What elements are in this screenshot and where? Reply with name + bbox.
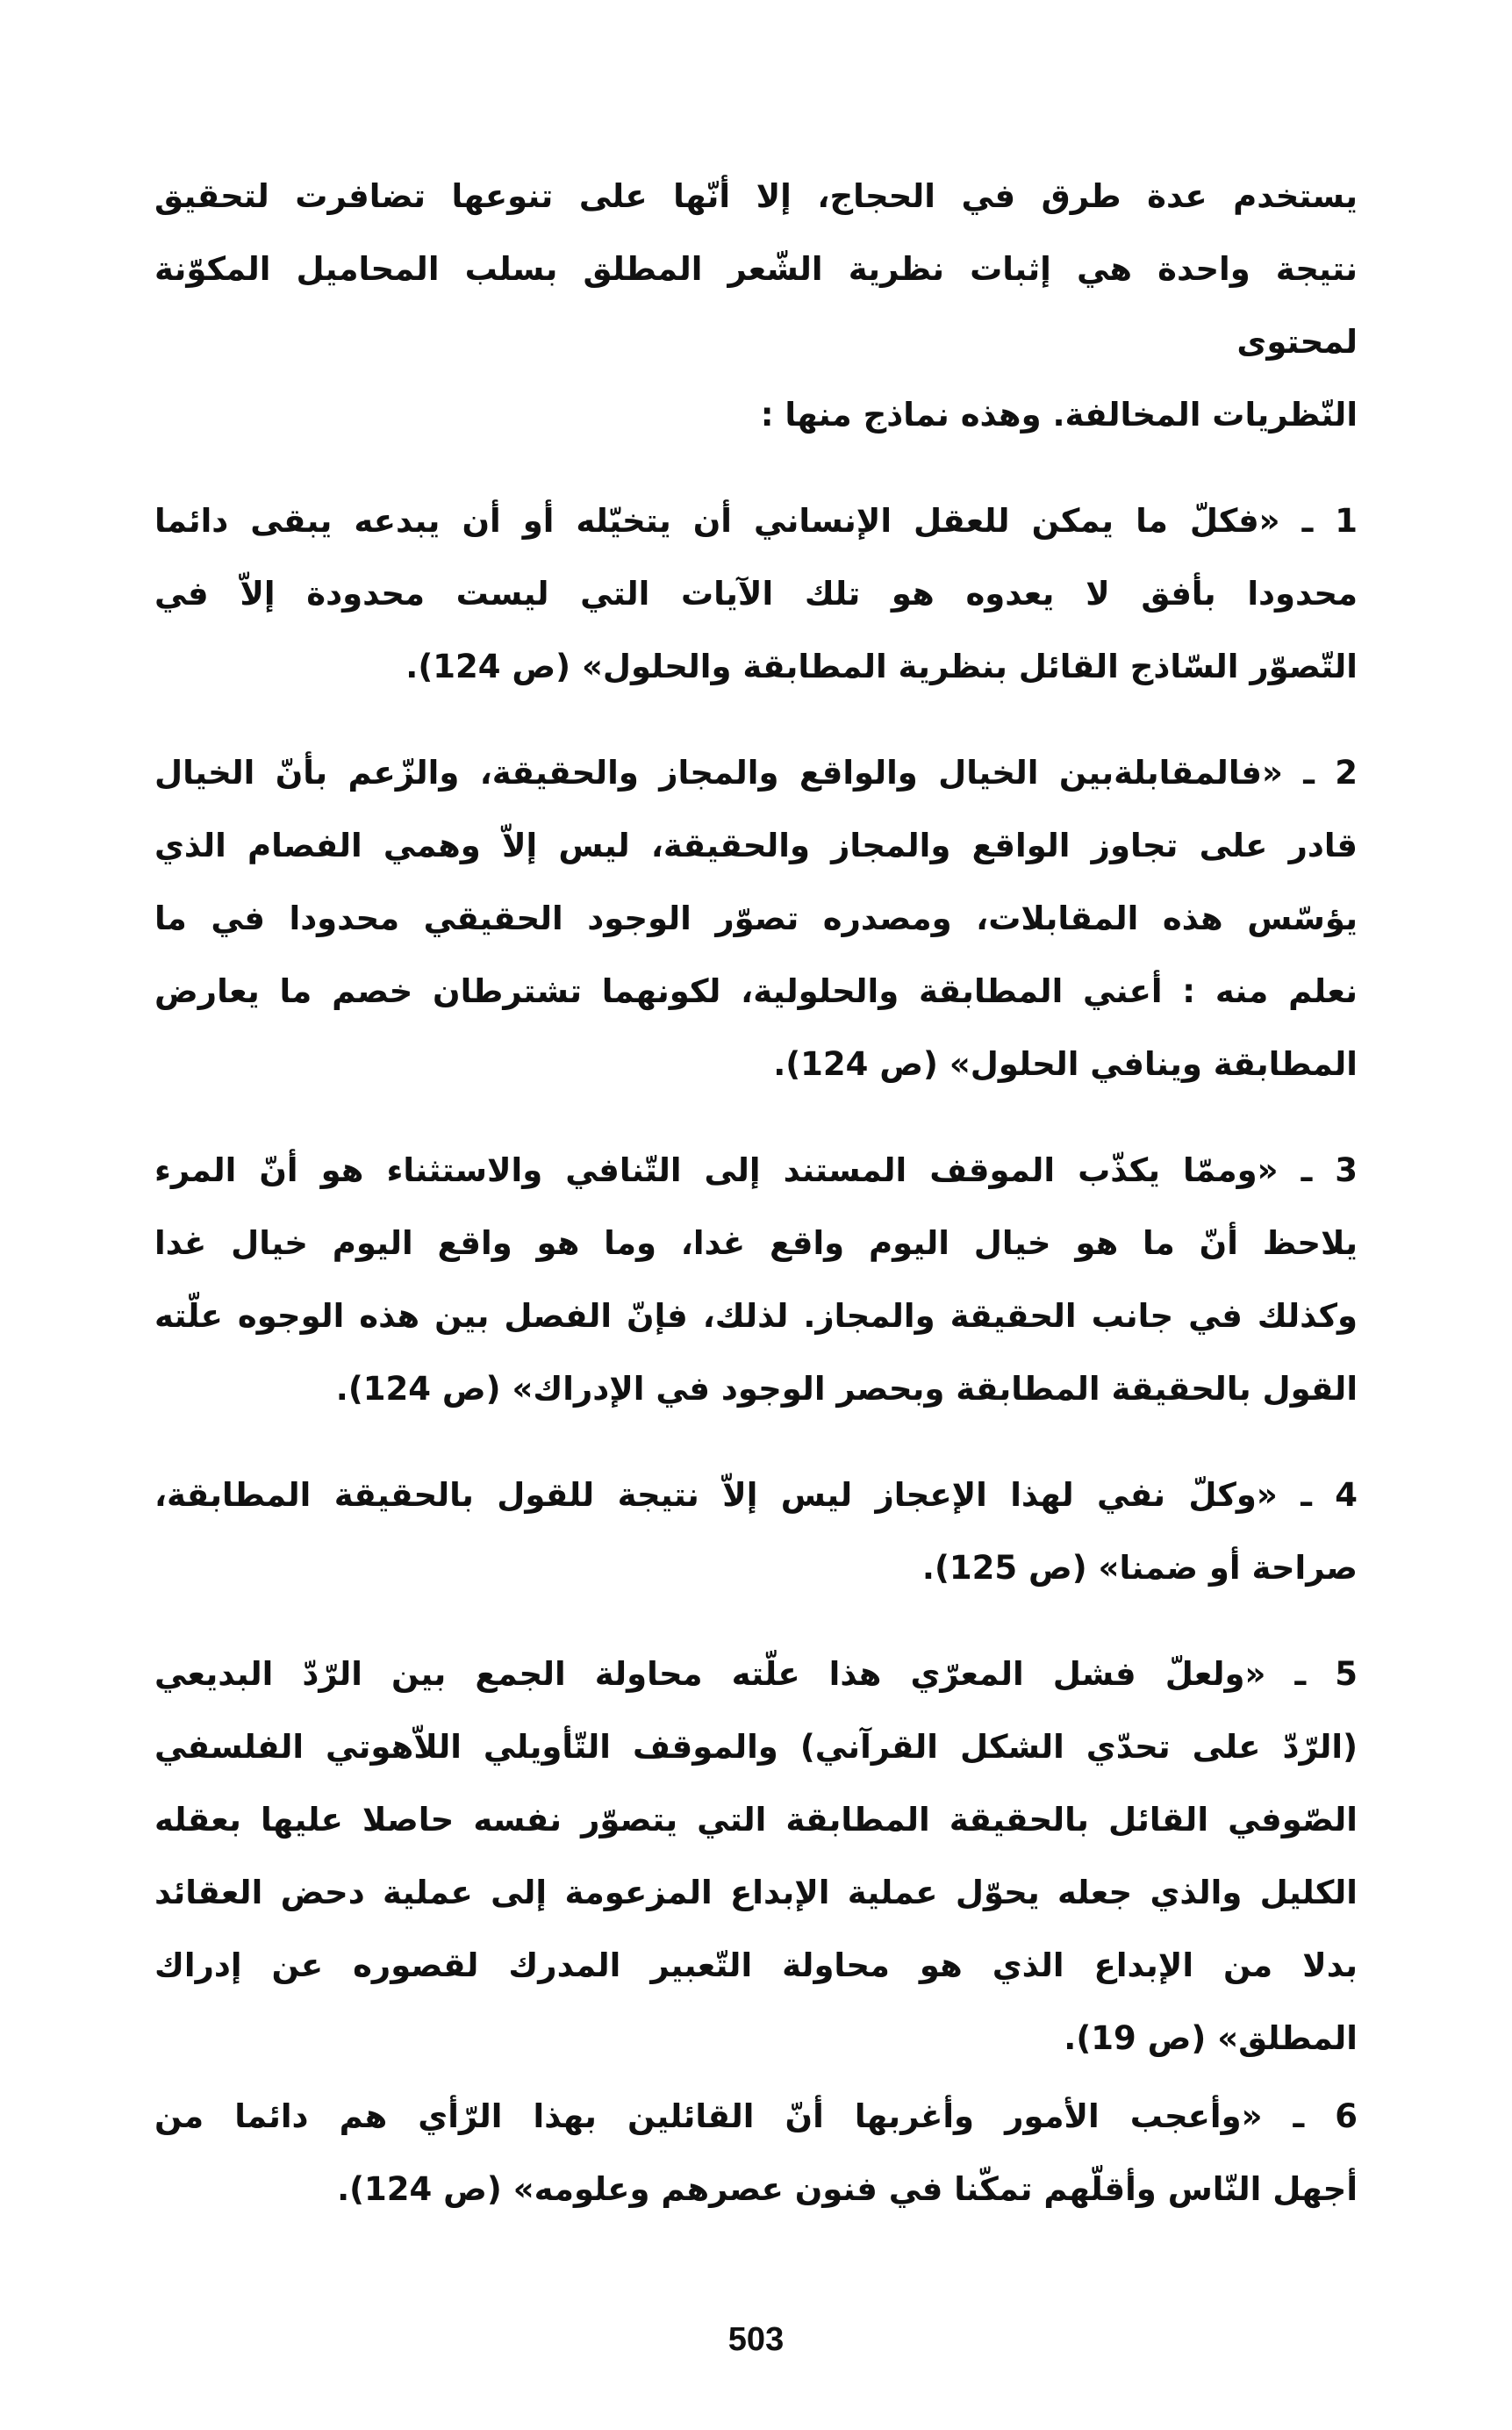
text-line: (الرّدّ على تحدّي الشكل القرآني) والموقف التّأويلي اللاّهوتي الفلسفي [154,1728,1358,1766]
paragraph-item-6 [154,2080,1358,2226]
text-line: القول بالحقيقة المطابقة وبحصر الوجود في الإدراك» (ص 124). [335,1370,1358,1408]
text-line: النّظريات المخالفة. وهذه نماذج منها : [760,396,1358,434]
paragraph-item-5 [154,1638,1358,2075]
text-line: 2 ـ «فالمقابلةبين الخيال والواقع والمجاز والحقيقة، والزّعم بأنّ الخيال [154,754,1358,792]
text-line: 6 ـ «وأعجب الأمور وأغربها أنّ القائلين بهذا الرّأي هم دائما من [154,2097,1358,2135]
paragraph-item-4 [154,1459,1358,1604]
page-number: 503 [727,2321,785,2358]
text-line: 5 ـ «ولعلّ فشل المعرّي هذا علّته محاولة الجمع بين الرّدّ البديعي [154,1655,1358,1693]
text-line: نتيجة واحدة هي إثبات نظرية الشّعر المطلق بسلب المحاميل المكوّنة لمحتوى [154,250,1358,361]
text-line: محدودا بأفق لا يعدوه هو تلك الآيات التي ليست محدودة إلاّ في [154,575,1358,613]
text-line: أجهل النّاس وأقلّهم تمكّنا في فنون عصرهم وعلومه» (ص 124). [337,2170,1358,2208]
text-line: يلاحظ أنّ ما هو خيال اليوم واقع غدا، وما هو واقع اليوم خيال غدا [154,1224,1358,1262]
text-line: نعلم منه : أعني المطابقة والحلولية، لكونهما تشترطان خصم ما يعارض [154,972,1358,1010]
paragraph-item-2 [154,736,1358,1100]
text-line: قادر على تجاوز الواقع والمجاز والحقيقة، ليس إلاّ وهمي الفصام الذي [154,827,1358,864]
text-line: المطابقة وينافي الحلول» (ص 124). [773,1045,1358,1083]
paragraph-intro [154,160,1358,451]
text-line: الكليل والذي جعله يحوّل عملية الإبداع المزعومة إلى عملية دحض العقائد [154,1874,1358,1911]
text-line: صراحة أو ضمنا» (ص 125). [921,1549,1358,1587]
text-line: 4 ـ «وكلّ نفي لهذا الإعجاز ليس إلاّ نتيجة للقول بالحقيقة المطابقة، [154,1476,1358,1514]
text-line: بدلا من الإبداع الذي هو محاولة التّعبير المدرك لقصوره عن إدراك [154,1946,1358,1984]
text-line: وكذلك في جانب الحقيقة والمجاز. لذلك، فإنّ الفصل بين هذه الوجوه علّته [154,1297,1358,1335]
text-line: يستخدم عدة طرق في الحجاج، إلا أنّها على تنوعها تضافرت لتحقيق [154,177,1358,215]
text-line: الصّوفي القائل بالحقيقة المطابقة التي يتصوّر نفسه حاصلا عليها بعقله [154,1801,1358,1839]
paragraph-item-1 [154,484,1358,703]
text-line: التّصوّر السّاذج القائل بنظرية المطابقة والحلول» (ص 124). [405,648,1358,685]
text-line: يؤسّس هذه المقابلات، ومصدره تصوّر الوجود الحقيقي محدودا في ما [154,900,1358,937]
text-line: 3 ـ «وممّا يكذّب الموقف المستند إلى التّنافي والاستثناء هو أنّ المرء [154,1151,1358,1189]
text-line: المطلق» (ص 19). [1064,2019,1358,2057]
text-line: 1 ـ «فكلّ ما يمكن للعقل الإنساني أن يتخيّله أو أن يبدعه يبقى دائما [154,502,1358,540]
paragraph-item-3 [154,1134,1358,1425]
